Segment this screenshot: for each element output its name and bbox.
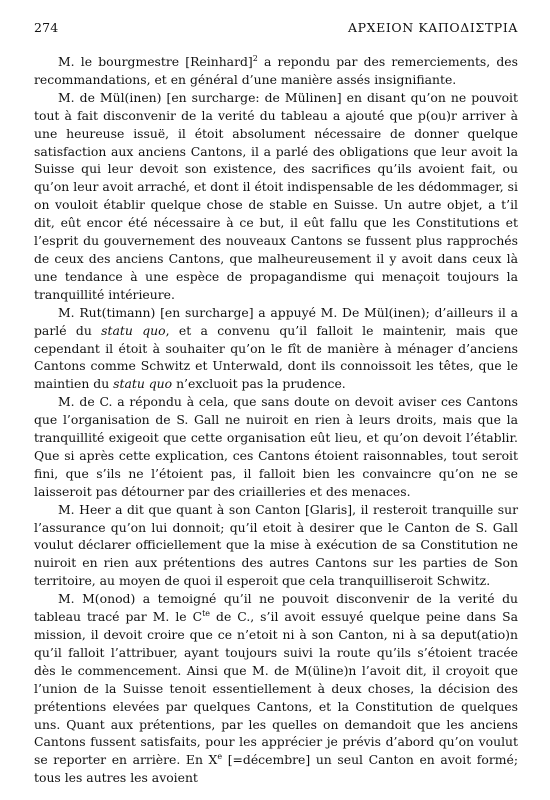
text-segment: M. de Mül(inen) [en surcharge: de Mülinen] en disant qu’on ne pouvoit tout à fait disconvenir de la verité du tableau a ajouté que p(ou)r arriver à une heureuse issuë, il étoit absolument nécessaire de donner quelque satisfaction aux anciens Cantons, il a parlé des obligations que leur avoit la Suisse qui leur devoit son existence, des sacrifices qu’ils avoient fait, ou qu’on leur avoit arraché, et dont il étoit indispensable de les dédommager, si on vouloit établir quelque chose de stable en Suisse. Un autre objet, a t’il dit, eût encor été nécessaire à ce but, il eût fallu que les Constitutions et l’esprit du gouvernement des nouveaux Cantons se fussent plus rapprochés de ceux des anciens Cantons, que malheureusement il y avoit dans ceux là une tendance à une espèce de propagandisme qui menaçoit toujours la tranquillité intérieure. [34,89,518,302]
paragraph [34,89,518,304]
paragraph [34,53,518,89]
document-body [34,53,518,787]
text-segment: M. de C. a répondu à cela, que sans doute on devoit aviser ces Cantons que l’organisation de S. Gall ne nuiroit en rien à leurs droits, mais que la tranquillité exigeoit que cette organisation eût lieu, et qu’on devoit l’établir. Que si après cette explication, ces Cantons étoient raisonnables, tout seroit fini, que s’ils ne l’étoient pas, il falloit bien les convaincre qu’on ne se laisseroit pas détourner par des criailleries et des menaces. [34,394,518,499]
text-segment: [=décembre] un seul Canton en avoit formé; tous les autres les avoient [34,752,518,786]
text-segment: M. Rut(timann) [en surcharge] a appuyé M. De Mül(inen); d’ailleurs il a parlé du [34,304,518,338]
text-segment: a repondu par des remerciements, des recommandations, et en général d’une manière assés insignifiante. [34,54,518,87]
italic-text: statu quo [113,376,173,392]
superscript: te [202,608,211,618]
paragraph [34,501,518,591]
text-segment: n’excluoit pas la prudence. [172,376,346,392]
superscript: e [217,752,223,762]
paragraph [34,590,518,787]
running-title: ΑΡΧΕΙΟΝ ΚΑΠΟΔΙΣΤΡΙΑ [348,20,518,35]
paragraph [34,393,518,500]
paragraph [34,304,518,394]
text-segment: M. M(onod) a temoigné qu’il ne pouvoit disconvenir de la verité du tableau tracé par M. le C [34,591,518,625]
italic-text: statu quo [101,322,166,338]
superscript: 2 [252,53,258,63]
text-segment: , et a convenu qu’il falloit le maintenir, mais que cependant il étoit à souhaiter qu’on le fît de manière à ménager d’anciens Cantons comme Schwitz et Unterwald, dont ils connoissoit les têtes, que le maintien du [34,322,519,392]
page-number: 274 [34,20,59,35]
page-header [34,20,518,35]
text-segment: de C., s’il avoit essuyé quelque peine dans Sa mission, il devoit croire que ce n’etoit ni à son Canton, ni à sa deput(atio)n qu’il falloit l’attribuer, ayant toujours suivi la route qu’ils s’étoient tracée dès le commencement. Ainsi que M. de M(üline)n l’avoit dit, il croyoit que l’union de la Suisse tenoit essentiellement à deux choses, la décision des prétentions elevées par quelques Cantons, et la Constitution de quelques uns. Quant aux prétentions, par les quelles on demandoit que les anciens Cantons fussent satisfaits, pour les apprécier je prévis d’abord qu’on voulut se reporter en arrière. En X [34,609,518,768]
text-segment: M. Heer a dit que quant à son Canton [Glaris], il resteroit tranquille sur l’assurance qu’on lui donnoit; qu’il etoit à desirer que le Canton de S. Gall voulut déclarer officiellement que la mise à exécution de sa Constitution ne nuiroit en rien aux prétentions des autres Cantons sur les parties de Son territoire, au moyen de quoi il esperoit que cela tranquilliseroit Schwitz. [34,501,518,589]
text-segment: M. le bourgmestre [Reinhard] [58,54,253,69]
